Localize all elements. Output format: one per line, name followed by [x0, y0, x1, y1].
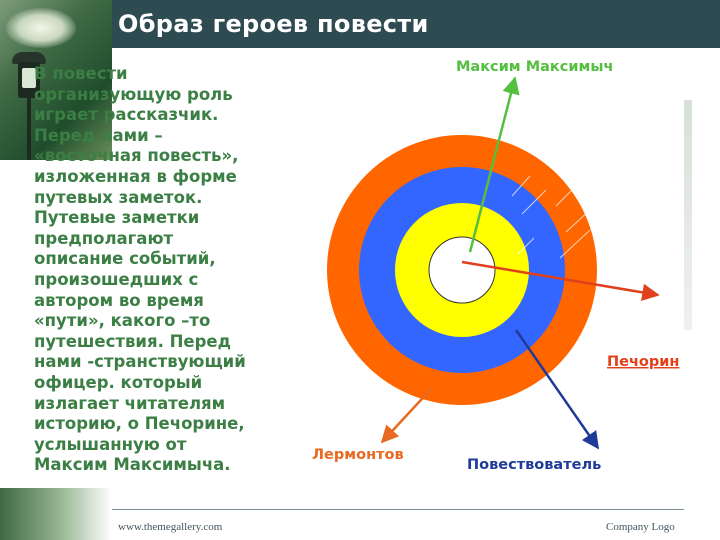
footer-website: www.themegallery.com — [118, 521, 223, 533]
footer-company-logo-text: Company Logo — [606, 521, 675, 533]
slide-title: Образ героев повести — [118, 10, 429, 38]
maksim-label: Максим Максимыч — [456, 59, 614, 75]
body-text: В повести организующую роль играет рассказчик. Перед нами – «восточная повесть», изложенная в форме путевых заметок. Путевые заметки предполагают описание событий, произошедших с автором во время «пути», какого –то путешествия. Перед нами -странствующий офицер. который излагает читателям историю, о Печорине, услышанную от Максим Максимыча. — [34, 64, 246, 475]
lermontov-label: Лермонтов — [312, 447, 404, 463]
lermontov-arrow — [382, 388, 432, 442]
footer-divider — [112, 509, 684, 510]
narrator-label: Повествователь — [467, 457, 602, 473]
center-circle — [429, 237, 495, 303]
pechorin-label: Печорин — [607, 354, 680, 370]
